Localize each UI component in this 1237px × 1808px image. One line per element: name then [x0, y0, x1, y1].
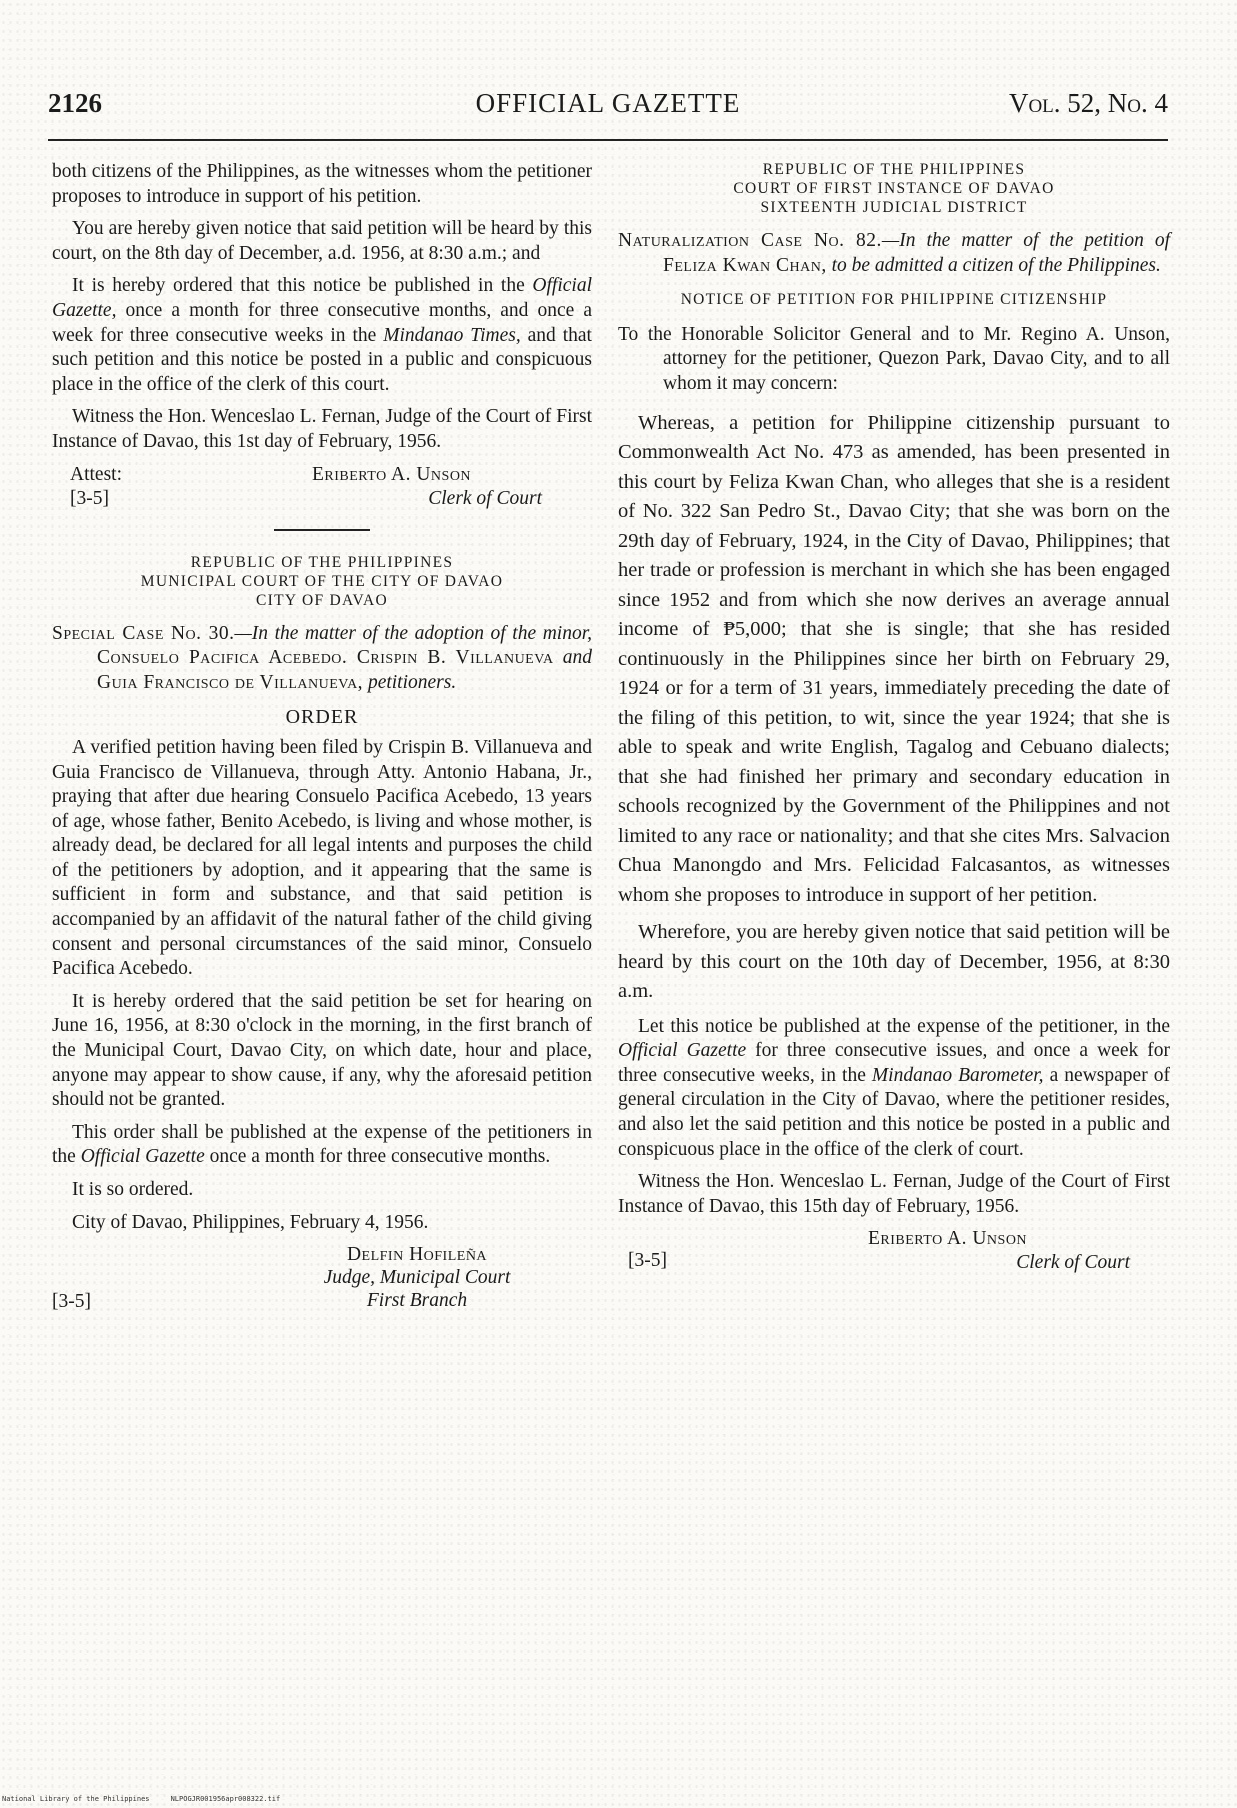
case-label: Naturalization Case No. 82. [618, 230, 882, 251]
volume-number: Vol. 52, No. 4 [1008, 88, 1168, 118]
page-header [48, 88, 1168, 128]
text: once a month for three consecutive months. [204, 1146, 551, 1168]
text: —In the matter of the petition of [881, 230, 1170, 251]
attest-label: Attest: [70, 463, 122, 485]
paragraph: It is so ordered. [72, 1179, 194, 1200]
notice-heading: NOTICE OF PETITION FOR PHILIPPINE CITIZENSHIP [680, 291, 1108, 309]
court-line: SIXTEENTH JUDICIAL DISTRICT [760, 199, 1028, 216]
text: for three consecutive issues, and once a week for three consecutive weeks, in the [618, 1040, 1170, 1086]
paragraph: A verified petition having been filed by Crispin B. Villanueva and Guia Francisco de Villanueva, through Atty. Antonio Habana, Jr., praying that after due hearing Consuelo Pacifica Acebedo, 13 years of age, whose father, Benito Acebedo, is living and whose mother, is already dead, be declared for all legal intents and purposes the child of the petitioners by adoption, and it appearing that the same is sufficient in form and substance, and that said petition is accompanied by an affidavit of the natural father of the child giving consent and personal circumstances of the said minor, Consuelo Pacifica Acebedo. [52, 736, 592, 980]
party-name: Feliza Kwan Chan, [663, 254, 827, 276]
text: once a month for three consecutive months, and once a week for three consecutive weeks in the [52, 299, 592, 346]
party-name: Guia Francisco de Villanueva, [97, 671, 364, 693]
page-number: 2126 [48, 88, 102, 118]
signatory-name: Eriberto A. Unson [868, 1228, 1028, 1250]
signatory-title: Judge, Municipal Court [323, 1267, 511, 1289]
case-title [52, 622, 592, 696]
paragraph: Wherefore, you are hereby given notice that said petition will be heard by this court on the 10th day of December, 1956, at 8:30 a.m. [618, 921, 1170, 1003]
paragraph: Witness the Hon. Wenceslao L. Fernan, Judge of the Court of First Instance of Davao, this 15th day of February, 1956. [618, 1171, 1170, 1217]
signature-block [52, 463, 592, 521]
text: and that such petition and this notice be posted in a public and conspicuous place in the office of the clerk of this court. [52, 324, 592, 395]
library-credit: National Library of the Philippines [2, 1795, 150, 1803]
text: This order shall be published at the expense of the petitioners in the [52, 1121, 592, 1168]
signatory-title: First Branch [366, 1290, 468, 1312]
case-title [618, 229, 1170, 278]
signatory-name: Delfin Hofileña [346, 1244, 488, 1266]
text: a newspaper of general circulation in the City of Davao, where the petitioner resides, and also let the said petition and this notice be posted in a public and conspicuous place in the office of the clerk of court. [618, 1064, 1170, 1160]
file-name: NLPOGJR001956apr008322.tif [170, 1795, 281, 1803]
court-line: COURT OF FIRST INSTANCE OF DAVAO [733, 180, 1055, 197]
text: petitioners. [363, 671, 457, 693]
publication-name: Mindanao Barometer, [871, 1064, 1044, 1086]
case-label: Special Case No. 30. [52, 622, 235, 644]
signatory-name: Eriberto A. Unson [312, 463, 472, 485]
gazette-title: OFFICIAL GAZETTE [475, 88, 741, 118]
court-line: MUNICIPAL COURT OF THE CITY OF DAVAO [140, 572, 504, 590]
paragraph: It is hereby ordered that the said petition be set for hearing on June 16, 1956, at 8:30 o'clock in the morning, in the first branch of the Municipal Court, Davao City, on which date, hour and place, anyone may appear to show cause, if any, why the aforesaid petition should not be granted. [52, 990, 592, 1111]
notice-id: [3-5] [70, 487, 109, 509]
court-line: REPUBLIC OF THE PHILIPPINES [762, 161, 1026, 178]
text: It is hereby ordered that this notice be published in the [72, 275, 533, 297]
paragraph: Whereas, a petition for Philippine citizenship pursuant to Commonwealth Act No. 473 as amended, has been presented in this court by Feliza Kwan Chan, who alleges that she is a resident of No. 322 San Pedro St., Davao City; that she was born on the 29th day of February, 1924, in the City of Davao, Philippines; that her trade or profession is merchant in which she has been engaged since 1952 and from which she now derives an average annual income of ₱5,000; that she is single; that she has resided continuously in the Philippines since her birth on February 29, 1924 or for a term of 31 years, immediately preceding the date of the filing of this petition, to wit, since the year 1924; that she is able to speak and write English, Tagalog and Cebuano dialects; that she had finished her primary and secondary education in schools recognized by the Government of the Philippines and not limited to any race or nationality; and that she cites Mrs. Salvacion Chua Manongdo and Mrs. Felicidad Falcasantos, as witnesses whom she proposes to introduce in support of her petition. [618, 411, 1170, 906]
order-heading: ORDER [285, 706, 359, 729]
paragraph: Witness the Hon. Wenceslao L. Fernan, Judge of the Court of First Instance of Davao, this 1st day of February, 1956. [52, 406, 592, 452]
left-column [52, 160, 592, 1315]
paragraph: City of Davao, Philippines, February 4, 1956. [72, 1211, 429, 1233]
court-line: CITY OF DAVAO [255, 591, 389, 609]
text: Let this notice be published at the expense of the petitioner, in the [638, 1015, 1170, 1037]
address-paragraph: To the Honorable Solicitor General and to Mr. Regino A. Unson, attorney for the petitioner, Quezon Park, Davao City, and to all whom it may concern: [618, 323, 1170, 394]
right-column [618, 160, 1170, 1287]
signatory-title: Clerk of Court [1016, 1252, 1130, 1274]
publication-name: Official Gazette [618, 1040, 747, 1062]
paragraph [618, 1015, 1170, 1163]
notice-id: [3-5] [52, 1291, 91, 1313]
court-line: REPUBLIC OF THE PHILIPPINES [190, 553, 454, 571]
paragraph [52, 1121, 592, 1170]
section-divider [274, 529, 370, 531]
header-rule [48, 139, 1168, 141]
text: to be admitted a citizen of the Philippines. [826, 254, 1161, 276]
notice-id: [3-5] [628, 1250, 667, 1272]
publication-name: Official Gazette, [52, 275, 592, 321]
paragraph [52, 274, 592, 397]
court-heading [52, 553, 592, 610]
party-name: Crispin B. Villanueva [347, 647, 554, 669]
signature-block [618, 1227, 1170, 1287]
party-name: Consuelo Pacifica Acebedo. [97, 647, 348, 669]
signatory-title: Clerk of Court [428, 487, 542, 509]
publication-name: Official Gazette [80, 1146, 205, 1168]
scan-footer [2, 1795, 280, 1803]
court-heading [618, 160, 1170, 217]
text: —In the matter of the adoption of the minor, [234, 622, 592, 644]
text: and [553, 647, 593, 669]
paragraph: both citizens of the Philippines, as the witnesses whom the petitioner proposes to introduce in support of his petition. [52, 161, 592, 207]
paragraph: You are hereby given notice that said petition will be heard by this court, on the 8th day of December, a.d. 1956, at 8:30 a.m.; and [52, 218, 592, 264]
publication-name: Mindanao Times, [383, 324, 521, 346]
